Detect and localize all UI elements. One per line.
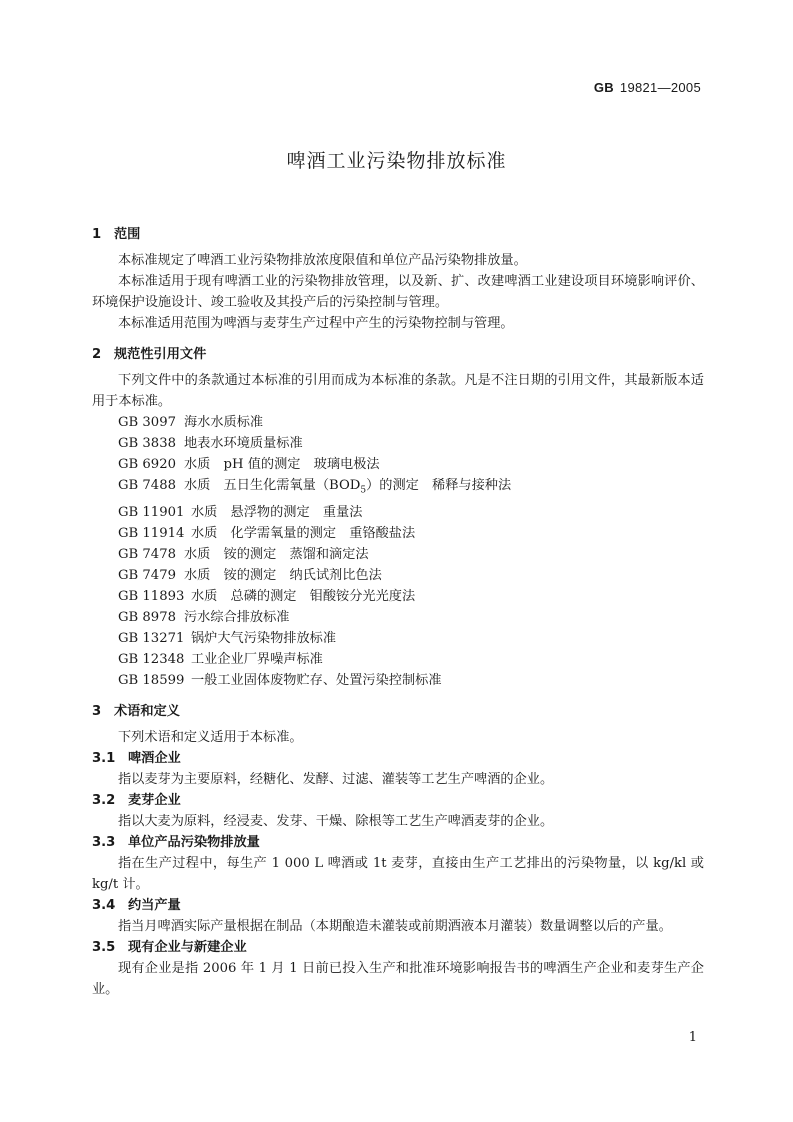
reference-item <box>92 523 704 544</box>
reference-code: GB 18599 <box>118 672 185 688</box>
term-title: 单位产品污染物排放量 <box>128 834 260 850</box>
section-number: 2 <box>92 347 102 362</box>
term-heading <box>92 790 704 811</box>
term-number: 3.1 <box>92 750 116 766</box>
paragraph: 本标准规定了啤酒工业污染物排放浓度限值和单位产品污染物排放量。 <box>118 253 527 268</box>
term-heading <box>92 937 704 958</box>
reference-code: GB 11914 <box>118 525 185 541</box>
reference-item <box>92 412 704 433</box>
reference-title: 水质 总磷的测定 钼酸铵分光光度法 <box>191 588 416 604</box>
section-title: 范围 <box>114 227 141 242</box>
term-definition: 指在生产过程中，每生产 1 000 L 啤酒或 1t 麦芽，直接由生产工艺排出的污染物量，以 kg/kl 或 kg/t 计。 <box>92 855 704 892</box>
reference-code: GB 8978 <box>118 609 176 625</box>
reference-item <box>92 502 704 523</box>
reference-title: 水质 pH 值的测定 玻璃电极法 <box>184 457 380 472</box>
reference-code: GB 3097 <box>118 415 176 430</box>
reference-code: GB 13271 <box>118 630 185 646</box>
reference-code: GB 7479 <box>118 567 176 583</box>
term-heading <box>92 748 704 769</box>
reference-title: 水质 铵的测定 蒸馏和滴定法 <box>184 546 369 562</box>
reference-code: GB 3838 <box>118 436 176 451</box>
paragraph: 下列文件中的条款通过本标准的引用而成为本标准的条款。凡是不注日期的引用文件，其最新版本适用于本标准。 <box>92 373 704 409</box>
term-definition: 指以麦芽为主要原料，经糖化、发酵、过滤、灌装等工艺生产啤酒的企业。 <box>118 771 554 787</box>
section-heading-normative-references <box>92 344 704 365</box>
paragraph: 本标准适用范围为啤酒与麦芽生产过程中产生的污染物控制与管理。 <box>118 316 514 331</box>
subscript: 5 <box>360 485 367 496</box>
reference-item <box>92 454 704 475</box>
term-title: 啤酒企业 <box>128 750 181 766</box>
term-title: 约当产量 <box>128 897 181 913</box>
paragraph: 本标准适用于现有啤酒工业的污染物排放管理，以及新、扩、改建啤酒工业建设项目环境影响评价、环境保护设施设计、竣工验收及其投产后的污染控制与管理。 <box>92 274 704 310</box>
page-number: 1 <box>688 1030 697 1045</box>
section-title: 术语和定义 <box>114 703 180 719</box>
standard-number: 19821—2005 <box>619 80 701 95</box>
reference-item <box>92 565 704 586</box>
reference-item <box>92 544 704 565</box>
term-definition: 现有企业是指 2006 年 1 月 1 日前已投入生产和批准环境影响报告书的啤酒生产企业和麦芽生产企业。 <box>92 960 704 997</box>
standard-prefix: GB <box>593 80 614 95</box>
reference-item <box>92 607 704 628</box>
term-number: 3.4 <box>92 897 116 913</box>
reference-title: 锅炉大气污染物排放标准 <box>191 630 337 646</box>
term-definition: 指当月啤酒实际产量根据在制品（本期酿造未灌装或前期酒液本月灌装）数量调整以后的产量。 <box>118 918 672 934</box>
reference-code: GB 6920 <box>118 457 176 472</box>
section-title: 规范性引用文件 <box>114 347 207 362</box>
section-heading-terms-definitions <box>92 701 704 722</box>
term-number: 3.2 <box>92 792 116 808</box>
document-body <box>92 224 704 1000</box>
reference-title: 工业企业厂界噪声标准 <box>191 651 323 667</box>
reference-title: 一般工业固体废物贮存、处置污染控制标准 <box>191 672 442 688</box>
section-heading-scope <box>92 224 704 245</box>
reference-item <box>92 433 704 454</box>
reference-code: GB 11893 <box>118 588 185 604</box>
term-title: 现有企业与新建企业 <box>128 939 247 955</box>
reference-title: 水质 化学需氧量的测定 重铬酸盐法 <box>191 525 416 541</box>
section-number: 1 <box>92 227 102 242</box>
section-number: 3 <box>92 703 102 719</box>
term-definition: 指以大麦为原料，经浸麦、发芽、干燥、除根等工艺生产啤酒麦芽的企业。 <box>118 813 554 829</box>
reference-item <box>92 670 704 691</box>
document-title: 啤酒工业污染物排放标准 <box>286 150 507 172</box>
reference-item <box>92 628 704 649</box>
reference-title-part: ）的测定 稀释与接种法 <box>366 478 512 493</box>
reference-code: GB 7488 <box>118 478 176 493</box>
term-heading <box>92 895 704 916</box>
term-heading <box>92 832 704 853</box>
reference-item <box>92 586 704 607</box>
reference-title <box>184 478 512 496</box>
term-title: 麦芽企业 <box>128 792 181 808</box>
reference-title: 水质 悬浮物的测定 重量法 <box>191 504 363 520</box>
reference-title-part: 水质 五日生化需氧量（BOD <box>184 478 361 493</box>
reference-code: GB 12348 <box>118 651 185 667</box>
reference-title: 地表水环境质量标准 <box>184 436 303 451</box>
reference-item <box>92 475 704 502</box>
reference-title: 污水综合排放标准 <box>184 609 290 625</box>
reference-code: GB 7478 <box>118 546 176 562</box>
reference-code: GB 11901 <box>118 504 185 520</box>
reference-title: 水质 铵的测定 纳氏试剂比色法 <box>184 567 382 583</box>
reference-title: 海水水质标准 <box>184 415 264 430</box>
term-number: 3.5 <box>92 939 116 955</box>
term-number: 3.3 <box>92 834 116 850</box>
standard-code <box>594 80 701 95</box>
reference-item <box>92 649 704 670</box>
paragraph: 下列术语和定义适用于本标准。 <box>118 729 303 745</box>
